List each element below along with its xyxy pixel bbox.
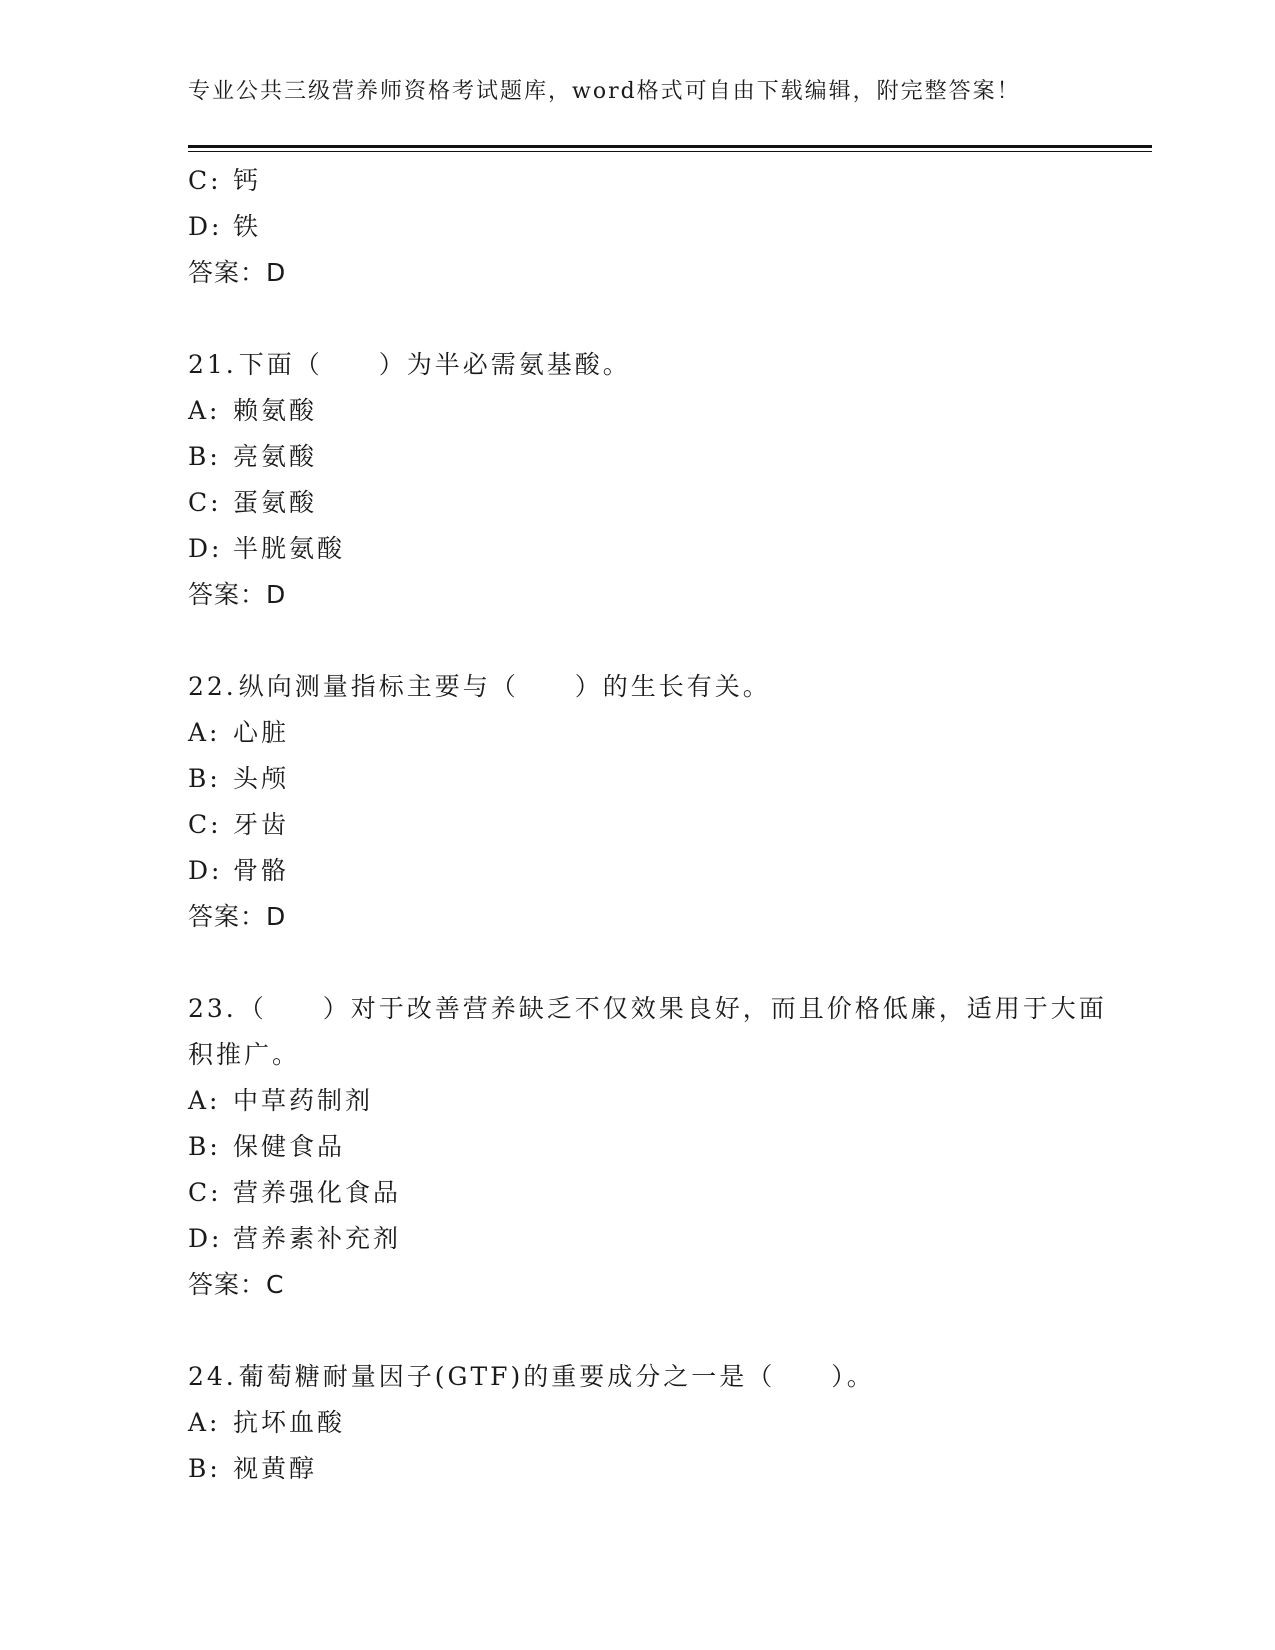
question-content [188,158,1108,1492]
answer-line: 答案：D [188,580,287,609]
option-line [188,526,1108,572]
option-text: 抗坏血酸 [233,1408,346,1437]
option-label: B: [188,1454,221,1483]
option-label: A: [188,1086,221,1115]
option-text: 赖氨酸 [233,396,318,425]
option-label: D: [188,534,223,563]
question-stem [188,1354,1108,1400]
option-line [188,158,1108,204]
option-label: C: [188,166,222,195]
option-text: 中草药制剂 [233,1086,374,1115]
header-rule-thin [188,151,1152,152]
option-line [188,388,1108,434]
option-text: 营养素补充剂 [233,1224,402,1253]
question-number: 23. [188,994,237,1023]
option-label: B: [188,442,221,471]
option-text: 钙 [233,166,262,195]
option-label: A: [188,1408,221,1437]
question-stem [188,342,1108,388]
option-text: 心脏 [233,718,290,747]
option-text: 蛋氨酸 [233,488,318,517]
option-text: 营养强化食品 [233,1178,402,1207]
spacer [188,296,1108,342]
spacer [188,618,1108,664]
question-number: 24. [188,1362,237,1391]
question-number: 22. [188,672,237,701]
option-line [188,1078,1108,1124]
header-rule-thick [188,145,1152,148]
option-label: B: [188,764,221,793]
question-stem [188,986,1108,1078]
question-stem [188,664,1108,710]
option-line [188,1216,1108,1262]
option-label: A: [188,396,221,425]
answer-line: 答案：C [188,1270,285,1299]
option-line [188,480,1108,526]
option-label: D: [188,212,223,241]
option-label: C: [188,488,222,517]
option-label: B: [188,1132,221,1161]
question-text: 葡萄糖耐量因子(GTF)的重要成分之一是（ ）。 [238,1362,875,1391]
option-label: D: [188,856,223,885]
question-text: 下面（ ）为半必需氨基酸。 [238,350,631,379]
option-line [188,710,1108,756]
page-header: 专业公共三级营养师资格考试题库，word格式可自由下载编辑，附完整答案！ [188,79,1021,104]
option-line [188,802,1108,848]
option-label: C: [188,1178,222,1207]
option-label: A: [188,718,221,747]
answer-line: 答案：D [188,258,287,287]
question-text: （ ）对于改善营养缺乏不仅效果良好，而且价格低廉，适用于大面积推广。 [188,994,1107,1069]
option-line [188,434,1108,480]
option-line [188,1400,1108,1446]
answer-line: 答案：D [188,902,287,931]
option-text: 牙齿 [233,810,290,839]
option-label: D: [188,1224,223,1253]
option-text: 亮氨酸 [233,442,318,471]
question-number: 21. [188,350,237,379]
option-line [188,1124,1108,1170]
option-text: 铁 [233,212,262,241]
question-text: 纵向测量指标主要与（ ）的生长有关。 [238,672,771,701]
option-line [188,848,1108,894]
option-text: 头颅 [233,764,290,793]
option-text: 半胱氨酸 [233,534,346,563]
option-line [188,1170,1108,1216]
spacer [188,1308,1108,1354]
option-line [188,756,1108,802]
spacer [188,940,1108,986]
option-line [188,204,1108,250]
option-text: 保健食品 [233,1132,346,1161]
option-text: 骨骼 [233,856,290,885]
option-text: 视黄醇 [233,1454,318,1483]
option-label: C: [188,810,222,839]
option-line [188,1446,1108,1492]
